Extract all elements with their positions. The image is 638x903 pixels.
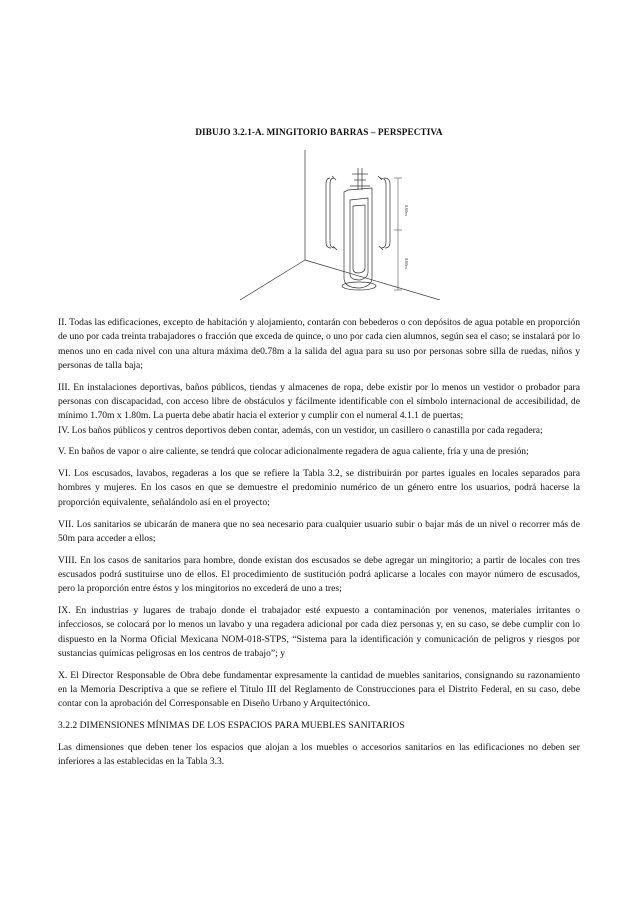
figure-title: DIBUJO 3.2.1-A. MINGITORIO BARRAS – PERSPECTIVA	[195, 127, 443, 137]
left-grab-bar	[326, 176, 337, 250]
paragraph-v: V. En baños de vapor o aire caliente, se tendrá que colocar adicionalmente regadera de agua caliente, fría y una de presión;	[58, 446, 529, 458]
dimension-lines	[394, 178, 402, 290]
urinal-grab-bars-perspective-drawing	[240, 150, 440, 300]
floor-line-right	[305, 260, 440, 300]
paragraph-vii: VII. Los sanitarios se ubicarán de manera que no sea necesario para cualquier usuario subir o bajar más de un nivel o recorrer más de 50m para acceder a ellos;	[58, 518, 580, 544]
paragraph-vi: VI. Los escusados, lavabos, regaderas a los que se refiere la Tabla 3.2, se distribuirán por partes iguales en locales separados para hombres y mujeres. En los casos en que se demuestre el predominio numérico de un género entre los usuarios, podrá hacerse la proporción equivalente, señalándolo así en el proyecto;	[58, 468, 580, 508]
urinal	[342, 168, 376, 290]
right-grab-bar	[378, 176, 390, 250]
dimension-label-lower: 0.60m	[404, 258, 409, 269]
section-heading-3-2-2: 3.2.2 DIMENSIONES MÍNIMAS DE LOS ESPACIOS PARA MUEBLES SANITARIOS	[58, 720, 405, 732]
paragraph-dimensions: Las dimensiones que deben tener los espacios que alojan a los muebles o accesorios sanitarios en las edificaciones no deben ser inferiores a las establecidas en la Tabla 3.3.	[58, 741, 580, 768]
paragraph-iii: III. En instalaciones deportivas, baños públicos, tiendas y almacenes de ropa, debe existir por lo menos un vestidor o probador para personas con discapacidad, con acceso libre de obstáculos y fácilmente identificable con el símbolo internacional de accesibilidad, de mínimo 1.70m x 1.80m. La puerta debe abatir hacia el exterior y cumplir con el numeral 4.1.1 de puertas;	[58, 381, 580, 422]
paragraph-ix: IX. En industrias y lugares de trabajo donde el trabajador esté expuesto a contaminación por venenos, materiales irritantes o infecciosos, se colocará por lo menos un lavabo y una regadera adicional por cada diez personas y, en su caso, se debe cumplir con lo dispuesto en la Norma Oficial Mexicana NOM-018-STPS, “Sistema para la identificación y comunicación de peligros y riesgos por sustancias químicas peligrosas en los centros de trabajo”; y	[58, 605, 580, 659]
paragraph-x: X. El Director Responsable de Obra debe fundamentar expresamente la cantidad de muebles sanitarios, consignando su razonamiento en la Memoria Descriptiva a que se refiere el Título III del Reglamento de Construcciones para el Distrito Federal, en su caso, debe contar con la aprobación del Corresponsable en Diseño Urbano y Arquitectónico.	[58, 669, 580, 710]
floor-line-left	[240, 260, 305, 300]
paragraph-ii: II. Todas las edificaciones, excepto de habitación y alojamiento, contarán con bebederos o con depósitos de agua potable en proporción de uno por cada treinta trabajadores o fracción que exceda de quince, o uno por cada cien alumnos, según sea el caso; se instalará por lo menos uno en cada nivel con una altura máxima de0.78m a la salida del agua para su uso por personas sobre silla de ruedas, niños y personas de talla baja;	[58, 317, 580, 371]
paragraph-viii: VIII. En los casos de sanitarios para hombre, donde existan dos escusados se debe agregar un mingitorio; a partir de locales con tres escusados podrá sustituirse uno de ellos. El procedimiento de sustitución podrá aplicarse a locales con mayor número de escusados, pero la proporción entre éstos y los mingitorios no excederá de uno a tres;	[58, 554, 580, 595]
paragraph-iv: IV. Los baños públicos y centros deportivos deben contar, además, con un vestidor, un casillero o canastilla por cada regadera;	[58, 424, 543, 436]
dimension-label-upper: 0.60m	[404, 205, 409, 216]
body-text	[58, 316, 580, 777]
